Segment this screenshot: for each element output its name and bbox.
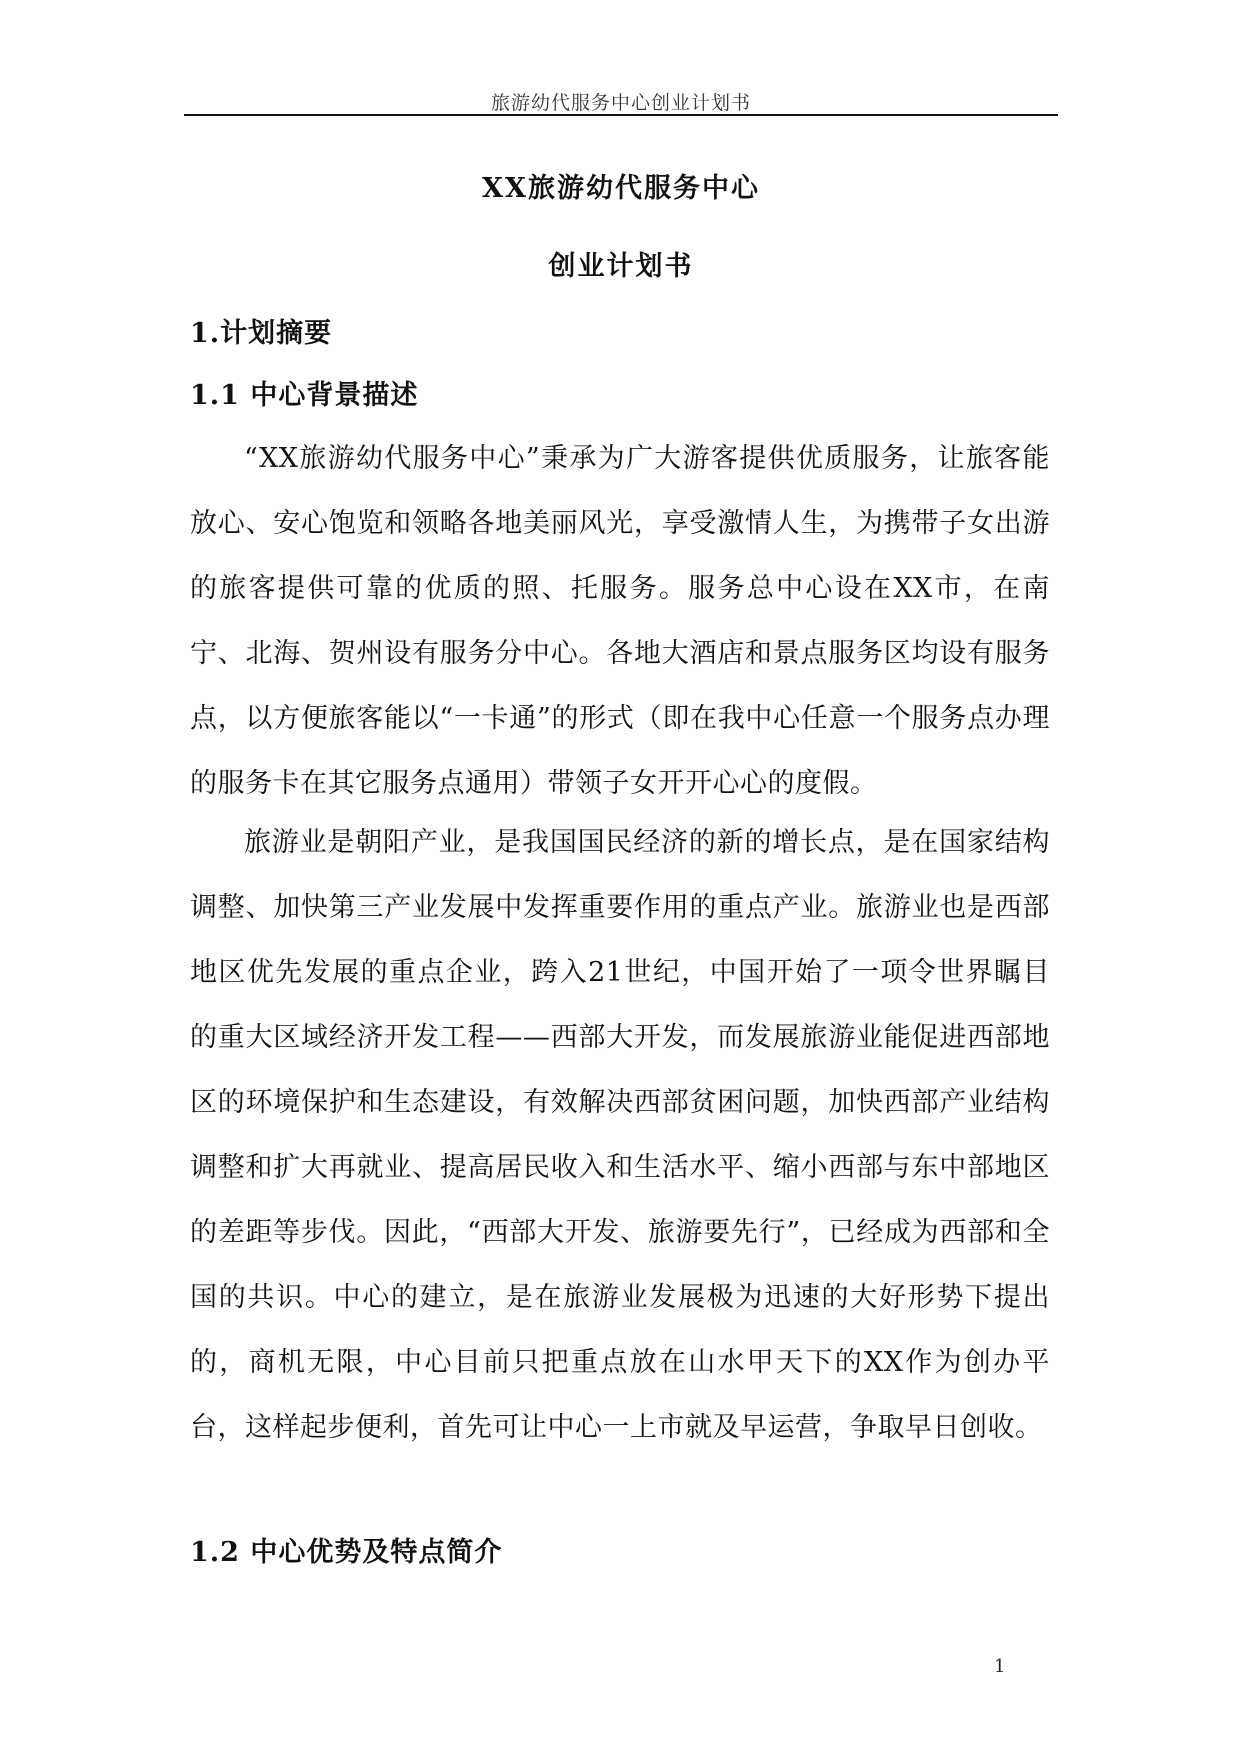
header-divider [184,114,1058,116]
document-title: XX旅游幼代服务中心 [482,173,760,204]
running-header: 旅游幼代服务中心创业计划书 [490,92,751,114]
paragraph-background-1: “XX旅游幼代服务中心”秉承为广大游客提供优质服务，让旅客能放心、安心饱览和领略各地美丽风光，享受激情人生，为携带子女出游的旅客提供可靠的优质的照、托服务。服务总中心设在XX市，在南宁、北海、贺州设有服务分中心。各地大酒店和景点服务区均设有服务点，以方便旅客能以“一卡通”的形式（即在我中心任意一个服务点办理的服务卡在其它服务点通用）带领子女开开心心的度假。 [190,443,1050,799]
section-heading-1-1: 1.1 中心背景描述 [190,380,419,411]
section-heading-1-2: 1.2 中心优势及特点简介 [190,1537,503,1568]
paragraph-background-2: 旅游业是朝阳产业，是我国国民经济的新的增长点，是在国家结构调整、加快第三产业发展中发挥重要作用的重点产业。旅游业也是西部地区优先发展的重点企业，跨入21世纪，中国开始了一项令世界瞩目的重大区域经济开发工程——西部大开发，而发展旅游业能促进西部地区的环境保护和生态建设，有效解决西部贫困问题，加快西部产业结构调整和扩大再就业、提高居民收入和生活水平、缩小西部与东中部地区的差距等步伐。因此，“西部大开发、旅游要先行”，已经成为西部和全国的共识。中心的建立，是在旅游业发展极为迅速的大好形势下提出的，商机无限，中心目前只把重点放在山水甲天下的XX作为创办平台，这样起步便利，首先可让中心一上市就及早运营，争取早日创收。 [190,827,1050,1443]
document-subtitle: 创业计划书 [548,251,694,282]
page-number: 1 [994,1656,1006,1677]
section-heading-1: 1.计划摘要 [190,318,333,349]
